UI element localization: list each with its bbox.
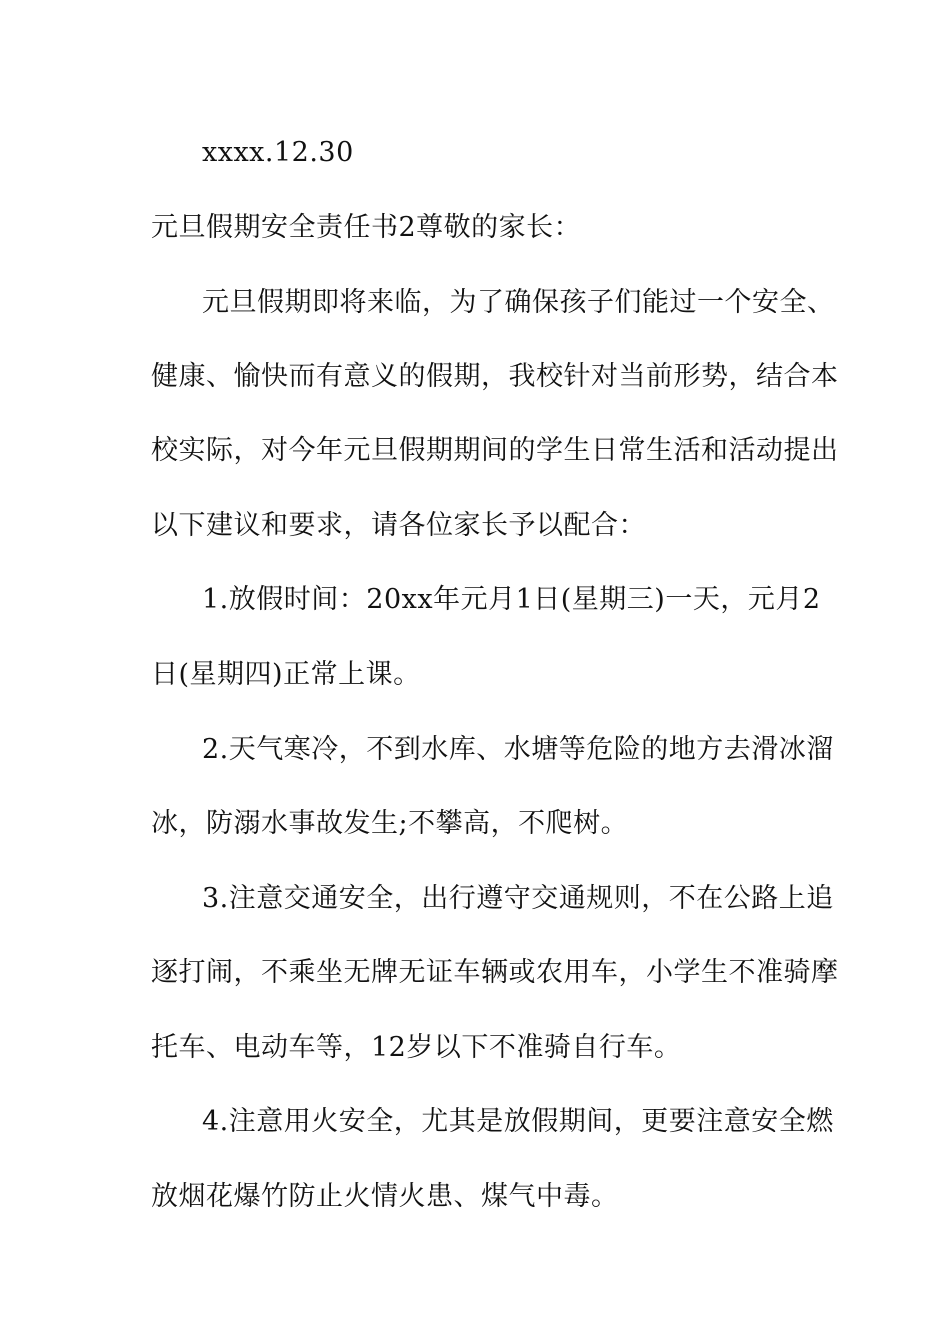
text-line: 以下建议和要求，请各位家长予以配合：	[151, 510, 646, 541]
heading-greeting: 元旦假期安全责任书2尊敬的家长：	[151, 212, 582, 243]
text-line: 4.注意用火安全，尤其是放假期间，更要注意安全燃	[202, 1106, 834, 1137]
text-line: 冰，防溺水事故发生;不攀高，不爬树。	[151, 808, 629, 839]
text-line: 元旦假期即将来临，为了确保孩子们能过一个安全、	[202, 287, 835, 318]
text-line: 校实际，对今年元旦假期期间的学生日常生活和活动提出	[151, 435, 839, 466]
text-line: 2.天气寒冷，不到水库、水塘等危险的地方去滑冰溜	[202, 734, 834, 765]
text-line: 日(星期四)正常上课。	[151, 659, 421, 690]
text-line: 放烟花爆竹防止火情火患、煤气中毒。	[151, 1181, 619, 1212]
text-line: 健康、愉快而有意义的假期，我校针对当前形势，结合本	[151, 361, 839, 392]
text-line: 逐打闹，不乘坐无牌无证车辆或农用车，小学生不准骑摩	[151, 957, 839, 988]
text-line: 托车、电动车等，12岁以下不准骑自行车。	[151, 1032, 682, 1063]
text-line: 3.注意交通安全，出行遵守交通规则，不在公路上追	[202, 883, 834, 914]
text-line: 1.放假时间：20xx年元月1日(星期三)一天，元月2	[202, 584, 821, 615]
date-line: xxxx.12.30	[202, 137, 354, 168]
